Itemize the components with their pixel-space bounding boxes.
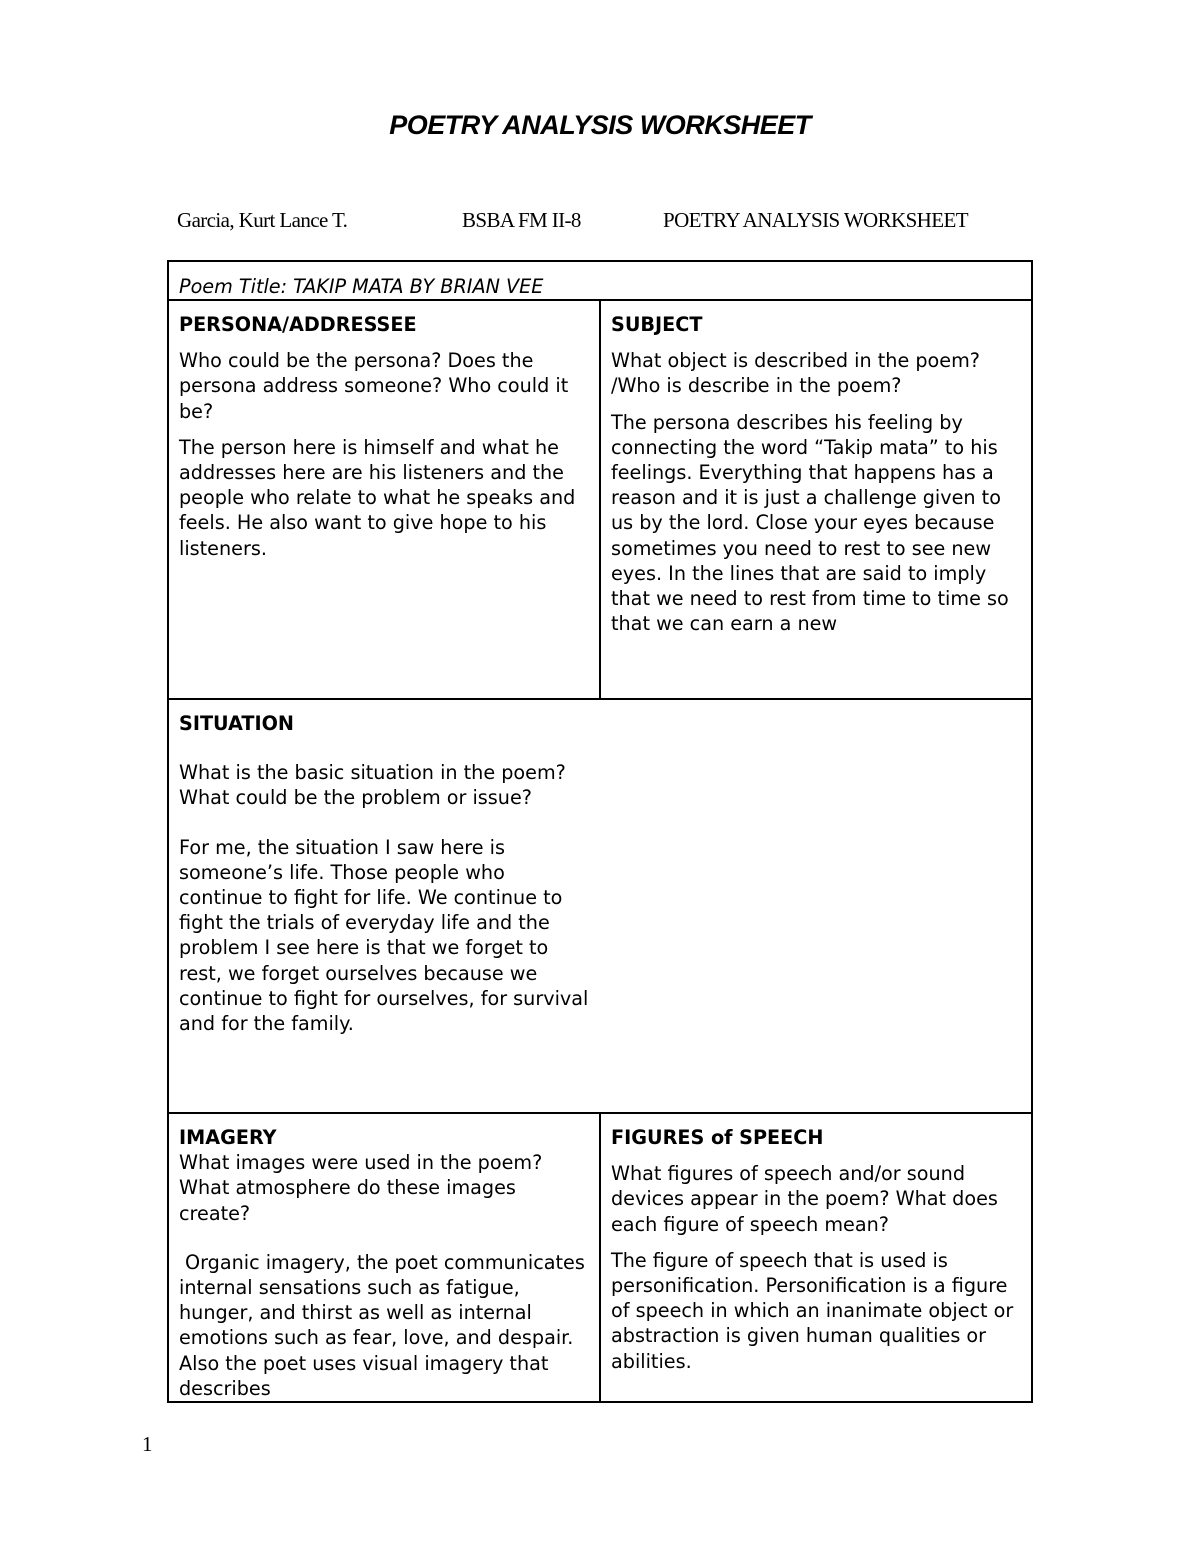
course-section: BSBA FM II-8 [462,208,581,232]
situation-heading: SITUATION [179,712,294,735]
subject-question: What object is described in the poem? /Who is describe in the poem? [611,349,980,398]
persona-cell [169,301,601,698]
worksheet-title: POETRY ANALYSIS WORKSHEET [389,110,811,140]
figures-answer: The figure of speech that is used is personification. Personification is a figure of speech in which an inanimate object or abstraction is given human qualities or abilities. [611,1248,1014,1373]
table-row [169,700,1031,1114]
header-document-label: POETRY ANALYSIS WORKSHEET [663,208,968,232]
subject-cell [601,301,1031,698]
figures-cell [601,1114,1031,1401]
imagery-question: What images were used in the poem? What atmosphere do these images create? [179,1151,543,1225]
student-name: Garcia, Kurt Lance T. [177,208,348,232]
subject-answer: The persona describes his feeling by connecting the word “Takip mata” to his feelings. Everything that happens has a reason and it is just a challenge given to us by the lord. Close your eyes because sometimes you need to rest to see new eyes. In the lines that are said to imply that we need to rest from time to time so that we can earn a new [611,410,1009,636]
poem-title-row [169,262,1031,301]
persona-answer: The person here is himself and what he addresses here are his listeners and the people who relate to what he speaks and feels. He also want to give hope to his listeners. [179,435,576,560]
imagery-heading: IMAGERY [179,1126,277,1149]
figures-question: What figures of speech and/or sound devices appear in the poem? What does each figure of speech mean? [611,1162,998,1236]
persona-heading: PERSONA/ADDRESSEE [179,313,417,336]
imagery-cell [169,1114,601,1401]
poem-title: Poem Title: TAKIP MATA BY BRIAN VEE [179,275,544,298]
situation-question-1: What is the basic situation in the poem? [179,761,566,785]
subject-heading: SUBJECT [611,313,703,336]
table-row [169,301,1031,700]
situation-cell [169,700,1031,1112]
table-row [169,1114,1031,1401]
figures-heading: FIGURES of SPEECH [611,1126,824,1149]
page-number: 1 [142,1432,153,1456]
persona-question: Who could be the persona? Does the persona address someone? Who could it be? [179,349,569,423]
imagery-answer: Organic imagery, the poet communicates internal sensations such as fatigue, hunger, and thirst as well as internal emotions such as fear, love, and despair. Also the poet uses visual imagery that describes [179,1250,585,1400]
analysis-table [167,260,1033,1403]
situation-question-2: What could be the problem or issue? [179,786,532,810]
situation-answer: For me, the situation I saw here is someone’s life. Those people who continue to fight for life. We continue to fight the trials of everyday life and the problem I see here is that we forget to rest, we forget ourselves because we continue to fight for ourselves, for survival and for the family. [179,835,589,1036]
